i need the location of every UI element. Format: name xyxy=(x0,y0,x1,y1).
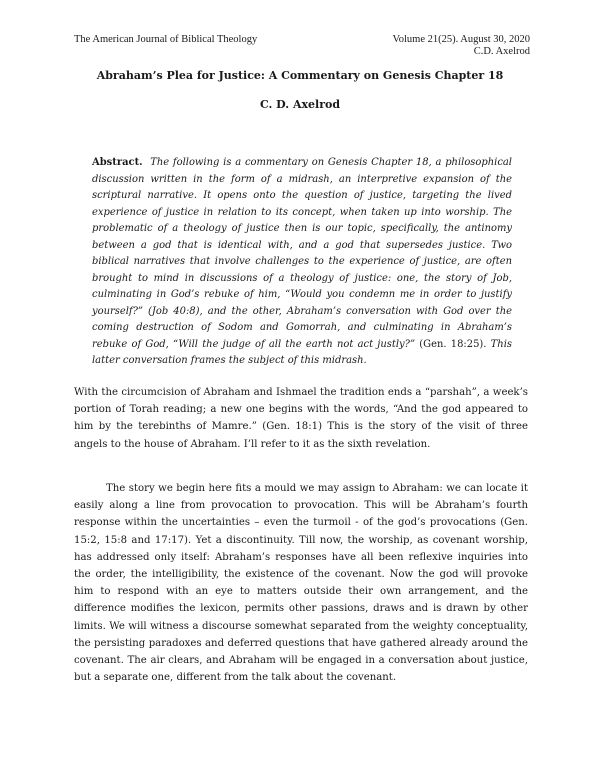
volume-info xyxy=(393,34,530,58)
abstract-closing: This latter conversation frames the subject of this midrash. xyxy=(92,338,512,366)
journal-name: The American Journal of Biblical Theology xyxy=(74,34,258,45)
abstract-citation: (Gen. 18:25). xyxy=(419,338,487,350)
article-title: Abraham’s Plea for Justice: A Commentary on Genesis Chapter 18 xyxy=(96,69,504,82)
abstract-label: Abstract. xyxy=(92,157,143,168)
article-author: C. D. Axelrod xyxy=(259,98,341,111)
abstract-text: The following is a commentary on Genesis Chapter 18, a philosophical discussion written in the form of a midrash, an interpretive expansion of the scriptural narrative. It opens onto the question of justice, targeting the lived experience of justice in relation to its concept, when taken up into worship. The problematic of a theology of justice then is our topic, specifically, the antinomy between a god that is identical with, and a god that supersedes justice. Two biblical narratives that involve challenges to the experience of justice, are often brought to mind in discussions of a theology of justice: one, the story of Job, culminating in God’s rebuke of him, “Would you condemn me in order to justify yourself?” (Job 40:8), and the other, Abraham’s conversation with God over the coming destruction of Sodom and Gomorrah, and culminating in Abraham’s rebuke of God, “Will the judge of all the earth not act justly?” xyxy=(92,157,512,350)
volume-date: Volume 21(25). August 30, 2020 xyxy=(392,34,530,45)
body-paragraph-2: The story we begin here fits a mould we may assign to Abraham: we can locate it easily along a line from provocation to provocation. This will be Abraham’s fourth response within the uncertainties – even the turmoil - of the god’s provocations (Gen. 15:2, 15:8 and 17:17). Yet a discontinuity. Till now, the worship, as covenant worship, has addressed only itself: Abraham’s responses have all been reflexive inquiries into the order, the intelligibility, the existence of the covenant. Now the god will provoke him to respond with an eye to matters outside their own arrangement, and the difference modifies the lexicon, permits other passions, draws and is drawn by other limits. We will witness a discourse somewhat separated from the weighty conceptuality, the persisting paradoxes and deferred questions that have gathered already around the covenant. The air clears, and Abraham will be engaged in a conversation about justice, but a separate one, different from the talk about the covenant. xyxy=(74,483,528,684)
running-author: C.D. Axelrod xyxy=(473,46,530,57)
abstract xyxy=(92,155,512,370)
body-paragraph-1: With the circumcision of Abraham and Ishmael the tradition ends a “parshah”, a week’s portion of Torah reading; a new one begins with the words, “And the god appeared to him by the terebinths of Mamre.” (Gen. 18:1) This is the story of the visit of three angels to the house of Abraham. I’ll refer to it as the sixth revelation. xyxy=(74,387,528,450)
